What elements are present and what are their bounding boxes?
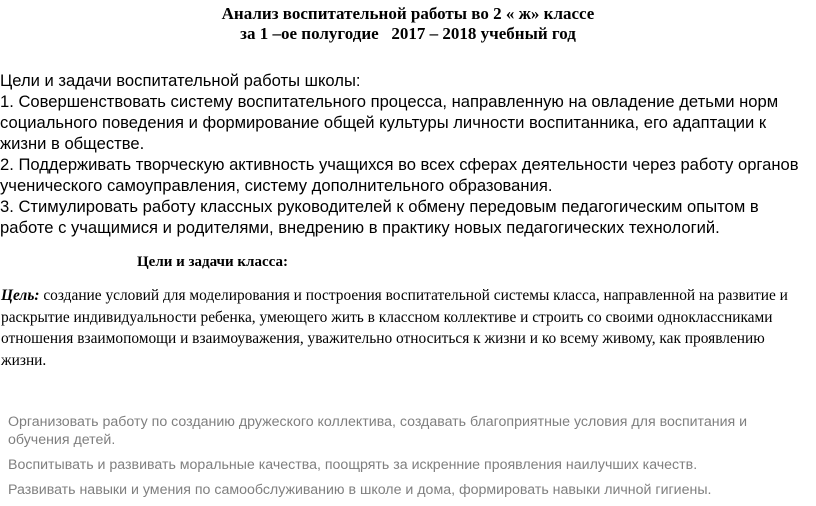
class-goal-label: Цель: bbox=[1, 287, 40, 304]
school-goals-heading: Цели и задачи воспитательной работы школы: bbox=[0, 71, 361, 90]
school-goal-item: 1. Совершенствовать систему воспитательного процесса, направленную на овладение детьми норм социального поведения и формирование общей культуры личности воспитанника, его адаптации к жизни в обществе. bbox=[0, 92, 779, 153]
class-task-item: Организовать работу по созданию дружеского коллектива, создавать благоприятные условия для воспитания и обучения детей. bbox=[8, 414, 748, 448]
page-title: Анализ воспитательной работы во 2 « ж» классе bbox=[221, 4, 595, 23]
class-goals-heading: Цели и задачи класса: bbox=[137, 254, 288, 270]
page-subtitle: за 1 –ое полугодие 2017 – 2018 учебный год bbox=[240, 24, 576, 43]
class-task-item: Воспитывать и развивать моральные качества, поощрять за искренние проявления наилучших качеств. bbox=[8, 457, 698, 473]
school-goal-item: 3. Стимулировать работу классных руководителей к обмену передовым педагогическим опытом в работе с учащимися и родителями, внедрению в практику новых педагогических технологий. bbox=[0, 197, 759, 237]
class-goal-text: создание условий для моделирования и построения воспитательной системы класса, направленной на развитие и раскрытие индивидуальности ребенка, умеющего жить в классном коллективе и строить со своими одноклассниками отношения взаимопомощи и взаимоуважения, уважительно относиться к жизни и ко всему живому, как проявлению жизни. bbox=[1, 287, 788, 369]
class-task-item: Развивать навыки и умения по самообслуживанию в школе и дома, формировать навыки личной гигиены. bbox=[8, 482, 712, 498]
class-goal-paragraph bbox=[1, 285, 811, 371]
school-goals-section bbox=[0, 70, 810, 238]
school-goal-item: 2. Поддерживать творческую активность учащихся во всех сферах деятельности через работу органов ученического самоуправления, систему дополнительного образования. bbox=[0, 155, 799, 195]
class-tasks-list bbox=[8, 413, 798, 506]
